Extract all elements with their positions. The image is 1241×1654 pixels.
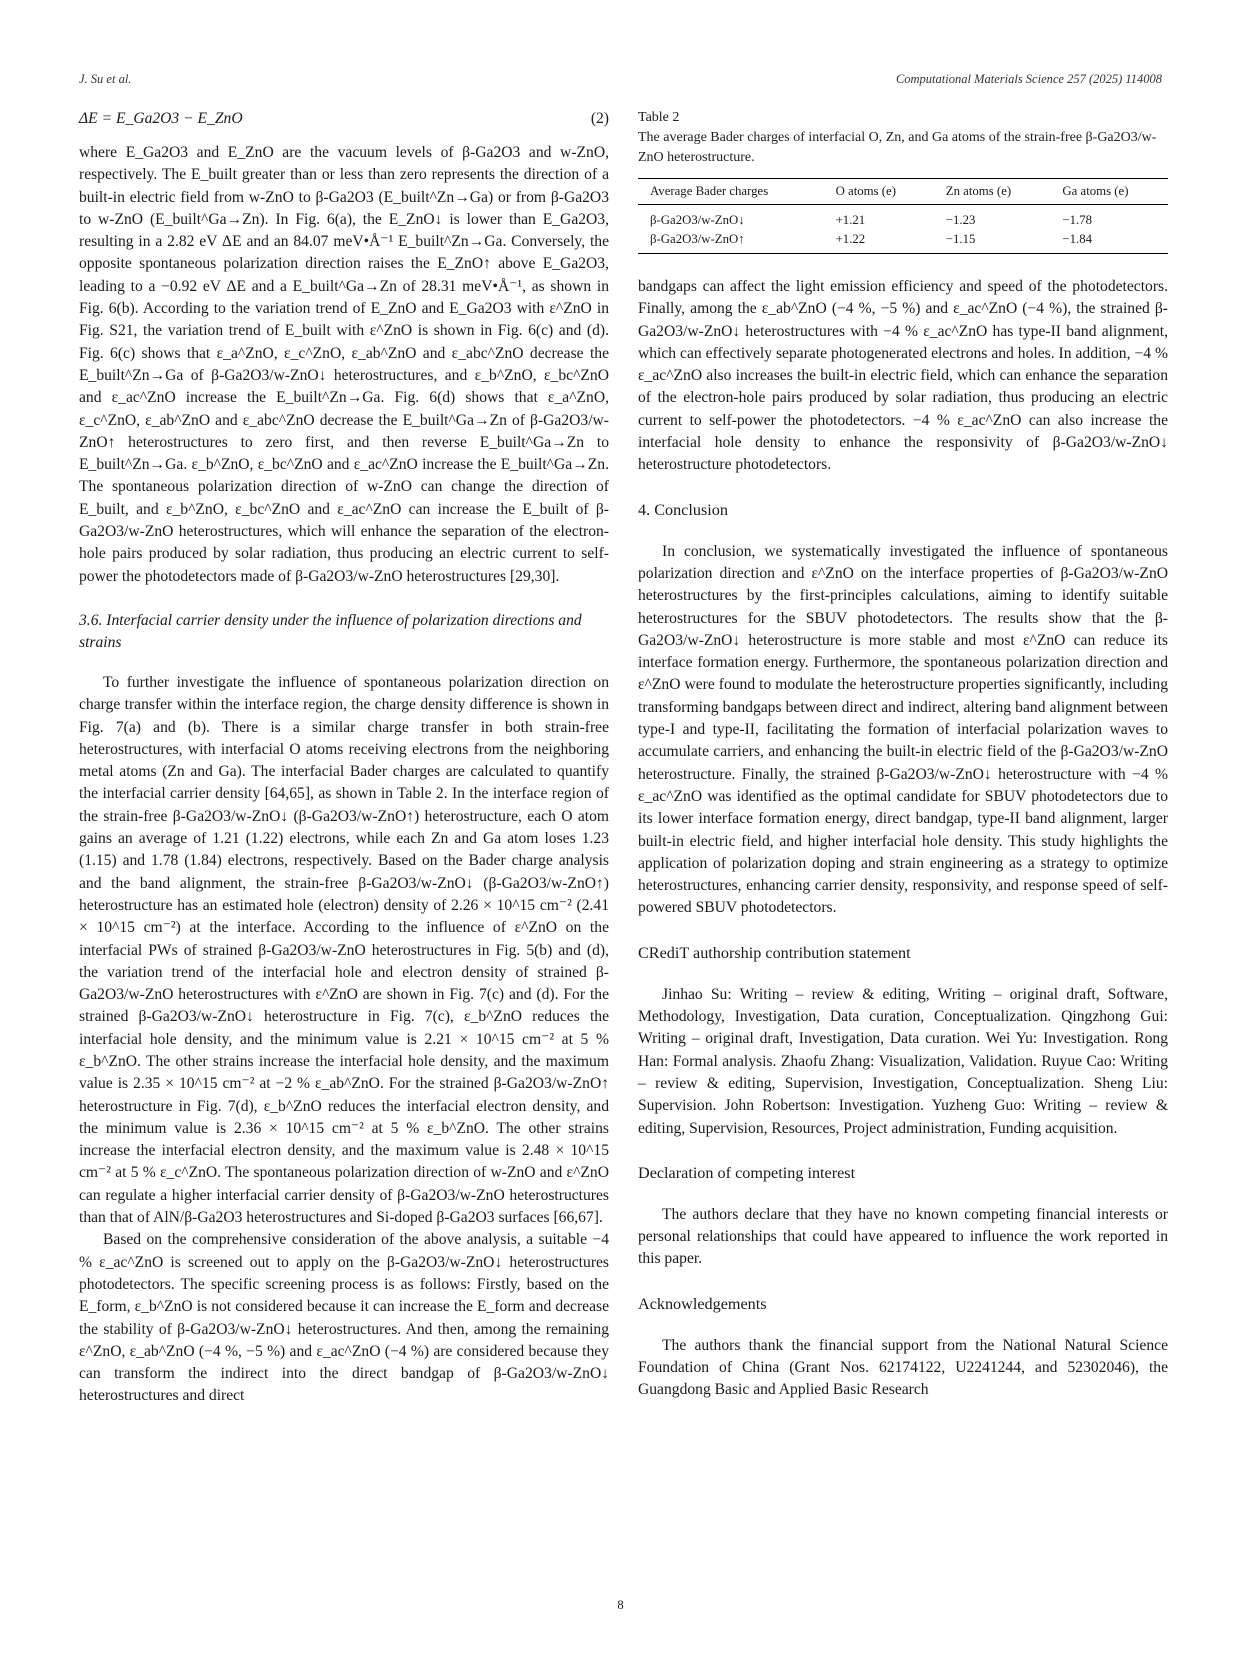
table-cell: β-Ga2O3/w-ZnO↓ <box>650 213 745 227</box>
table-row <box>638 230 1168 254</box>
table-cell: −1.78 <box>1062 213 1093 227</box>
table-cell: +1.21 <box>835 213 866 227</box>
paragraph-credit: Jinhao Su: Writing – review & editing, Writing – original draft, Software, Methodology, Investigation, Data curation, Conceptualization. Qingzhong Gui: Writing – original draft, Investigation, Data curation. Wei Yu: Investigation. Rong Han: Formal analysis. Zhaofu Zhang: Visualization, Validation. Ruyue Cao: Writing – review & editing, Supervision, Investigation, Conceptualization. Sheng Liu: Supervision. John Robertson: Investigation. Yuzheng Guo: Writing – review & editing, Supervision, Resources, Project administration, Funding acquisition. <box>638 985 1168 1137</box>
table-2 <box>638 108 1168 254</box>
table-header-cell: O atoms (e) <box>824 179 934 205</box>
table-header-row <box>638 179 1168 205</box>
table-header-cell: Average Bader charges <box>638 179 824 205</box>
table-title: Table 2 <box>638 110 680 125</box>
section-heading-acknowledgements: Acknowledgements <box>638 1294 767 1313</box>
table-cell: β-Ga2O3/w-ZnO↑ <box>638 230 824 254</box>
left-column <box>79 108 609 1408</box>
section-heading-credit: CRediT authorship contribution statement <box>638 943 911 962</box>
section-heading-3-6: 3.6. Interfacial carrier density under the influence of polarization directions and strains <box>79 611 582 651</box>
table-cell: −1.23 <box>945 213 976 227</box>
equation-2 <box>79 108 609 134</box>
bader-charge-table <box>638 178 1168 254</box>
running-header-authors: J. Su et al. <box>79 72 132 86</box>
table-cell: +1.22 <box>824 230 934 254</box>
page-number: 8 <box>617 1598 624 1612</box>
paragraph-conclusion: In conclusion, we systematically investigated the influence of spontaneous polarization direction and ε^ZnO on the interface properties of β-Ga2O3/w-ZnO heterostructures by the first-principles calculations, aiming to identify suitable heterostructures for the SBUV photodetectors. The results show that the β-Ga2O3/w-ZnO↓ heterostructure is more stable and most ε^ZnO can reduce its interface formation energy. Furthermore, the spontaneous polarization direction and ε^ZnO were found to modulate the heterostructure properties significantly, including transforming bandgaps between direct and indirect, altering band alignment between type-I and type-II, facilitating the formation of interfacial polarization waves to accumulate carriers, and enhancing the built-in electric field of the β-Ga2O3/w-ZnO heterostructure. Finally, the strained β-Ga2O3/w-ZnO↓ heterostructure with −4 % ε_ac^ZnO was identified as the optimal candidate for SBUV photodetectors due to its lower interface formation energy, direct bandgap, type-II band alignment, larger built-in electric field, and higher interfacial hole density. This study highlights the application of polarization doping and strain engineering as a strategy to optimize heterostructures, enhancing carrier density, responsivity, and response speed of self-powered SBUV photodetectors. <box>638 542 1168 917</box>
right-column <box>638 108 1168 1402</box>
equation-number: (2) <box>590 110 609 127</box>
paragraph-screening: Based on the comprehensive consideration of the above analysis, a suitable −4 % ε_ac^ZnO is screened out to apply on the β-Ga2O3/w-ZnO↓ heterostructures photodetectors. The specific screening process is as follows: Firstly, based on the E_form, ε_b^ZnO is not considered because it can increase the E_form and decrease the stability of β-Ga2O3/w-ZnO↓ heterostructures. And then, among the remaining ε^ZnO, ε_ab^ZnO (−4 %, −5 %) and ε_ac^ZnO (−4 %) are considered because they can transform the indirect into the direct bandgap of β-Ga2O3/w-ZnO↓ heterostructures and direct <box>79 1231 609 1405</box>
paragraph-carrier-density: To further investigate the influence of spontaneous polarization direction on charge transfer within the interface region, the charge density difference is shown in Fig. 7(a) and (b). There is a similar charge transfer in both strain-free heterostructures, with interfacial O atoms receiving electrons from the neighboring metal atoms (Zn and Ga). The interfacial Bader charges are calculated to quantify the interfacial carrier density [64,65], as shown in Table 2. In the interface region of the strain-free β-Ga2O3/w-ZnO↓ (β-Ga2O3/w-ZnO↑) heterostructure, each O atom gains an average of 1.21 (1.22) electrons, while each Zn and Ga atom loses 1.23 (1.15) and 1.78 (1.84) electrons, respectively. Based on the Bader charge analysis and the band alignment, the strain-free β-Ga2O3/w-ZnO↓ (β-Ga2O3/w-ZnO↑) heterostructure has an estimated hole (electron) density of 2.26 × 10^15 cm⁻² (2.41 × 10^15 cm⁻²) at the interface. According to the influence of ε^ZnO on the interfacial PWs of strained β-Ga2O3/w-ZnO heterostructures in Fig. 5(b) and (d), the variation trend of the interfacial hole and electron density of strained β-Ga2O3/w-ZnO heterostructures with ε^ZnO are shown in Fig. 7(c) and (d). For the strained β-Ga2O3/w-ZnO↓ heterostructure in Fig. 7(c), ε_b^ZnO reduces the interfacial hole density, and the minimum value is 2.21 × 10^15 cm⁻² at 5 % ε_b^ZnO. The other strains increase the interfacial hole density, and the maximum value is 2.35 × 10^15 cm⁻² at −2 % ε_ab^ZnO. For the strained β-Ga2O3/w-ZnO↑ heterostructure in Fig. 7(d), ε_b^ZnO reduces the interfacial electron density, and the minimum value is 2.36 × 10^15 cm⁻² at 5 % ε_b^ZnO. The other strains increase the interfacial electron density, and the maximum value is 2.48 × 10^15 cm⁻² at 5 % ε_c^ZnO. The spontaneous polarization direction of w-ZnO and ε^ZnO can regulate a higher interfacial carrier density of β-Ga2O3/w-ZnO heterostructures than that of AlN/β-Ga2O3 heterostructures and Si-doped β-Ga2O3 surfaces [66,67]. <box>79 673 609 1227</box>
table-cell: −1.15 <box>934 230 1051 254</box>
section-heading-competing-interest: Declaration of competing interest <box>638 1163 856 1182</box>
paragraph-bandgap-continued: bandgaps can affect the light emission efficiency and speed of the photodetectors. Finally, among the ε_ab^ZnO (−4 %, −5 %) and ε_ac^ZnO (−4 %), the strained β-Ga2O3/w-ZnO↓ heterostructures with −4 % ε_ac^ZnO has type-II band alignment, which can effectively separate photogenerated electrons and holes. In addition, −4 % ε_ac^ZnO also increases the built-in electric field, which can enhance the separation of the electron-hole pairs produced by solar radiation, thus producing an electric current to self-power the photodetectors. −4 % ε_ac^ZnO can also increase the interfacial hole density to enhance the responsivity of β-Ga2O3/w-ZnO↓ heterostructure photodetectors. <box>638 278 1168 474</box>
table-cell: −1.84 <box>1050 230 1168 254</box>
table-header-cell: Zn atoms (e) <box>934 179 1051 205</box>
paragraph-acknowledgements: The authors thank the financial support from the National Natural Science Foundation of China (Grant Nos. 62174122, U2241244, and 52302046), the Guangdong Basic and Applied Basic Research <box>638 1336 1168 1399</box>
paragraph-competing-interest: The authors declare that they have no known competing financial interests or personal relationships that could have appeared to influence the work reported in this paper. <box>638 1205 1168 1268</box>
equation-body: ΔE = E_Ga2O3 − E_ZnO <box>79 110 243 127</box>
table-caption: The average Bader charges of interfacial O, Zn, and Ga atoms of the strain-free β-Ga2O3/w-ZnO heterostructure. <box>638 130 1157 165</box>
section-heading-conclusion: 4. Conclusion <box>638 500 728 519</box>
table-header-cell: Ga atoms (e) <box>1050 179 1168 205</box>
table-row <box>638 205 1168 231</box>
running-header-journal: Computational Materials Science 257 (2025) 114008 <box>895 72 1162 86</box>
paragraph-built-in-field: where E_Ga2O3 and E_ZnO are the vacuum levels of β-Ga2O3 and w-ZnO, respectively. The E_built greater than or less than zero represents the direction of a built-in electric field from w-ZnO to β-Ga2O3 (E_built^Zn→Ga) or from β-Ga2O3 to w-ZnO (E_built^Ga→Zn). In Fig. 6(a), the E_ZnO↓ is lower than E_Ga2O3, resulting in a 2.82 eV ΔE and an 84.07 meV•Å⁻¹ E_built^Zn→Ga. Conversely, the opposite spontaneous polarization direction raises the E_ZnO↑ above E_Ga2O3, leading to a −0.92 eV ΔE and a E_built^Ga→Zn of 28.31 meV•Å⁻¹, as shown in Fig. 6(b). According to the variation trend of E_ZnO and E_Ga2O3 with ε^ZnO in Fig. S21, the variation trend of E_built with ε^ZnO is shown in Fig. 6(c) and (d). Fig. 6(c) shows that ε_a^ZnO, ε_c^ZnO, ε_ab^ZnO and ε_abc^ZnO decrease the E_built^Zn→Ga of β-Ga2O3/w-ZnO↓ heterostructures, and ε_b^ZnO, ε_bc^ZnO and ε_ac^ZnO increase the E_built^Zn→Ga. Fig. 6(d) shows that ε_a^ZnO, ε_c^ZnO, ε_ab^ZnO and ε_abc^ZnO decrease the E_built^Ga→Zn of β-Ga2O3/w-ZnO↑ heterostructures to zero first, and then reverse E_built^Ga→Zn to E_built^Zn→Ga. ε_b^ZnO, ε_bc^ZnO and ε_ac^ZnO increase the E_built^Ga→Zn. The spontaneous polarization direction of w-ZnO can change the direction of E_built, and ε_b^ZnO, ε_bc^ZnO and ε_ac^ZnO can increase the E_built of β-Ga2O3/w-ZnO heterostructures, which will enhance the separation of the electron-hole pairs produced by solar radiation, thus producing an electric current to self-power the photodetectors made of β-Ga2O3/w-ZnO heterostructures [29,30]. <box>79 144 609 585</box>
